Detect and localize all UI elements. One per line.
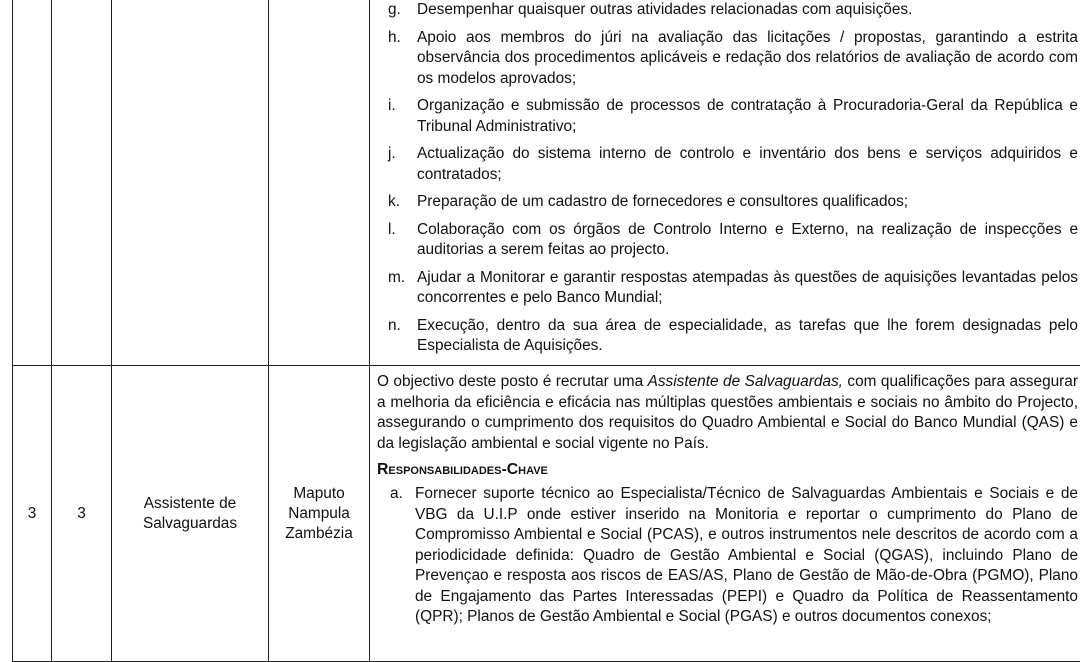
location-item: Zambézia — [269, 524, 369, 544]
location-cell — [269, 0, 370, 366]
position-emphasis: Assistente de Salvaguardas, — [648, 373, 843, 390]
position-title-line: Assistente de — [112, 494, 268, 514]
list-item: g. Desempenhar quaisquer outras atividades relacionadas com aquisições. — [388, 0, 1078, 21]
list-item: m. Ajudar a Monitorar e garantir respostas atempadas às questões de aquisições levantadas pelos concorrentes e pelo Banco Mundial; — [388, 268, 1078, 309]
location-item: Maputo — [269, 484, 369, 504]
table-row — [13, 366, 1080, 662]
position-title-line: Salvaguardas — [112, 514, 268, 534]
location-cell — [269, 366, 370, 662]
table-row — [13, 0, 1080, 366]
number-cell: 3 — [13, 366, 52, 662]
positions-table — [12, 0, 1080, 662]
duties-cell — [370, 0, 1080, 366]
responsibilities-heading: Responsabilidades-Chave — [377, 460, 1078, 480]
location-item: Nampula — [269, 504, 369, 524]
list-item: a. Fornecer suporte técnico ao Especialista/Técnico de Salvaguardas Ambientais e Sociais e de VBG da U.I.P onde estiver inserido na Monitoria e reportar o cumprimento do Plano de Compromisso Ambiental e Social (PCAS), e outros instrumentos nele descritos de acordo com a periodicidade definida: Quadro de Gestão Ambiental e Social (QGAS), incluindo Plano de Prevençao e resposta aos riscos de EAS/AS, Plano de Gestão de Mão-de-Obra (PGMO), Plano de Engajamento das Partes Interessadas (PEPI) e Quadro da Política de Reassentamento (QPR); Planos de Gestão Ambiental e Social (PGAS) e outros documentos conexos; — [390, 484, 1078, 628]
responsibilities-list — [377, 484, 1078, 628]
objective-paragraph: O objectivo deste posto é recrutar uma Assistente de Salvaguardas, com qualificações para assegurar a melhoria da eficiência e eficácia nas múltiplas questões ambientais e sociais no âmbito do Projecto, assegurando o cumprimento dos requisitos do Quadro Ambiental e Social do Banco Mundial (QAS) e da legislação ambiental e social vigente no País. — [377, 372, 1078, 454]
position-cell — [112, 0, 269, 366]
number-cell — [13, 0, 52, 366]
quantity-cell: 3 — [52, 366, 112, 662]
list-item: j. Actualização do sistema interno de controlo e inventário dos bens e serviços adquiridos e contratados; — [388, 144, 1078, 185]
description-cell — [370, 366, 1080, 662]
position-cell — [112, 366, 269, 662]
list-item: l. Colaboração com os órgãos de Controlo Interno e Externo, na realização de inspecções e auditorias a serem feitas ao projecto. — [388, 220, 1078, 261]
list-item: n. Execução, dentro da sua área de especialidade, as tarefas que lhe forem designadas pelo Especialista de Aquisições. — [388, 316, 1078, 357]
quantity-cell — [52, 0, 112, 366]
list-item: i. Organização e submissão de processos de contratação à Procuradoria-Geral da República e Tribunal Administrativo; — [388, 96, 1078, 137]
list-item: h. Apoio aos membros do júri na avaliação das licitações / propostas, garantindo a estrita observância dos procedimentos aplicáveis e redação dos relatórios de avaliação de acordo com os modelos aprovados; — [388, 28, 1078, 90]
duties-list — [374, 0, 1078, 357]
list-item: k. Preparação de um cadastro de fornecedores e consultores qualificados; — [388, 192, 1078, 213]
